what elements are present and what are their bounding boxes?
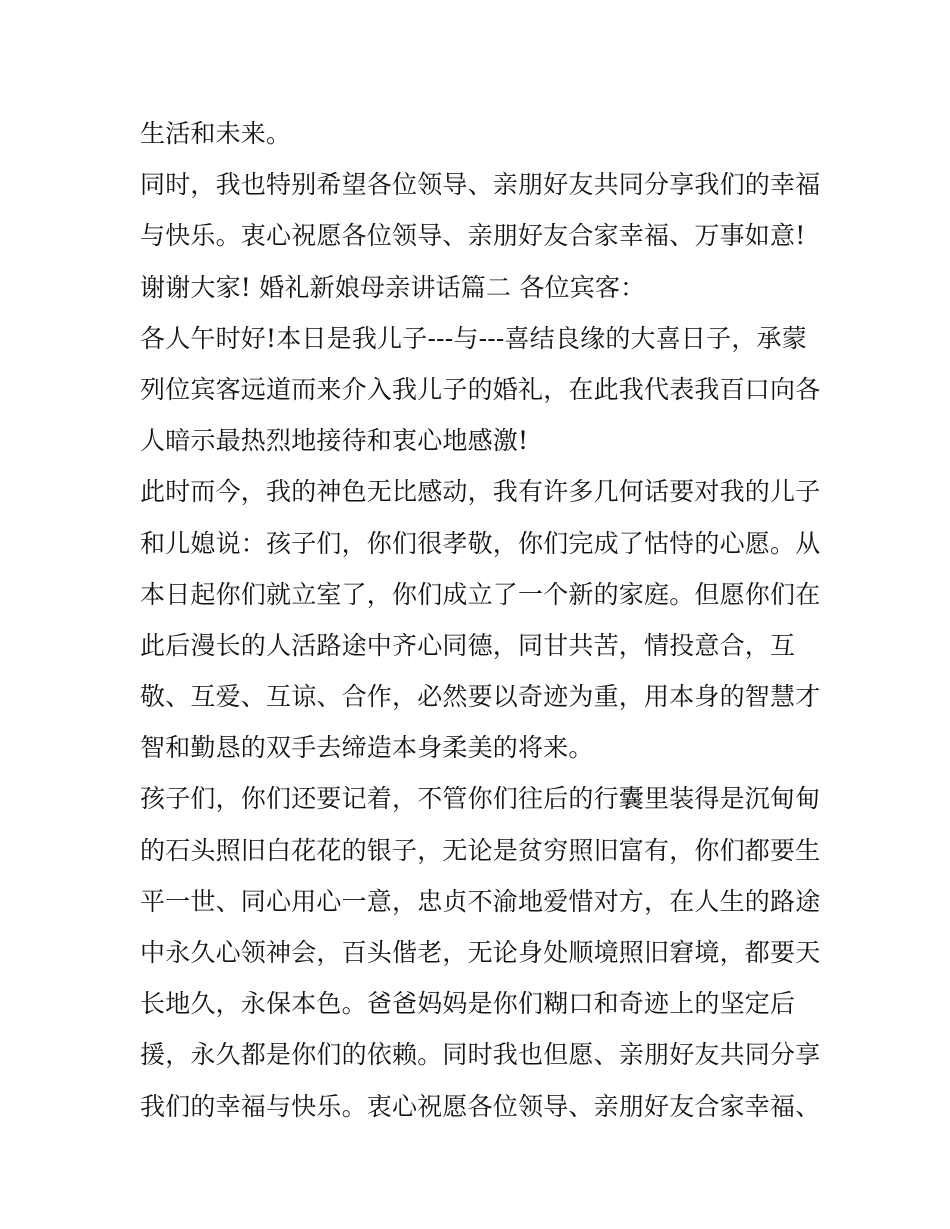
text-line: 平一世、同心用心一意，忠贞不渝地爱惜对方，在人生的路途 bbox=[140, 886, 821, 916]
text-line: 的石头照旧白花花的银子，无论是贫穷照旧富有，你们都要生 bbox=[140, 835, 821, 865]
text-line: 各人午时好!本日是我儿子---与---喜结良缘的大喜日子，承蒙 bbox=[140, 323, 807, 353]
text-line: 长地久，永保本色。爸爸妈妈是你们糊口和奇迹上的坚定后 bbox=[140, 989, 796, 1019]
text-line: 本日起你们就立室了，你们成立了一个新的家庭。但愿你们在 bbox=[140, 579, 821, 609]
text-line: 中永久心领神会，百头偕老，无论身处顺境照旧窘境，都要天 bbox=[140, 938, 821, 967]
text-line: 智和勤恳的双手去缔造本身柔美的将来。 bbox=[140, 733, 594, 763]
text-line: 此时而今，我的神色无比感动，我有许多几何话要对我的儿子 bbox=[140, 477, 821, 507]
text-line: 此后漫长的人活路途中齐心同德，同甘共苦，情投意合，互 bbox=[140, 630, 796, 660]
text-line: 谢谢大家! 婚礼新娘母亲讲话篇二 各位宾客： bbox=[140, 272, 646, 302]
text-line: 我们的幸福与快乐。衷心祝愿各位领导、亲朋好友合家幸福、 bbox=[140, 1091, 821, 1121]
text-line: 和儿媳说：孩子们，你们很孝敬，你们完成了怙恃的心愿。从 bbox=[140, 528, 821, 558]
document-body bbox=[140, 108, 820, 1132]
text-line: 敬、互爱、互谅、合作，必然要以奇迹为重，用本身的智慧才 bbox=[140, 682, 821, 712]
text-line: 生活和未来。 bbox=[140, 119, 292, 148]
text-line: 同时，我也特别希望各位领导、亲朋好友共同分享我们的幸福 bbox=[140, 170, 821, 200]
text-line: 人暗示最热烈地接待和衷心地感激! bbox=[140, 426, 529, 456]
text-line: 孩子们，你们还要记着，不管你们往后的行囊里装得是沉甸甸 bbox=[140, 784, 821, 814]
text-line: 列位宾客远道而来介入我儿子的婚礼，在此我代表我百口向各 bbox=[140, 374, 821, 404]
text-line: 援，永久都是你们的依赖。同时我也但愿、亲朋好友共同分享 bbox=[140, 1040, 821, 1070]
text-line: 与快乐。衷心祝愿各位领导、亲朋好友合家幸福、万事如意! bbox=[140, 221, 806, 251]
